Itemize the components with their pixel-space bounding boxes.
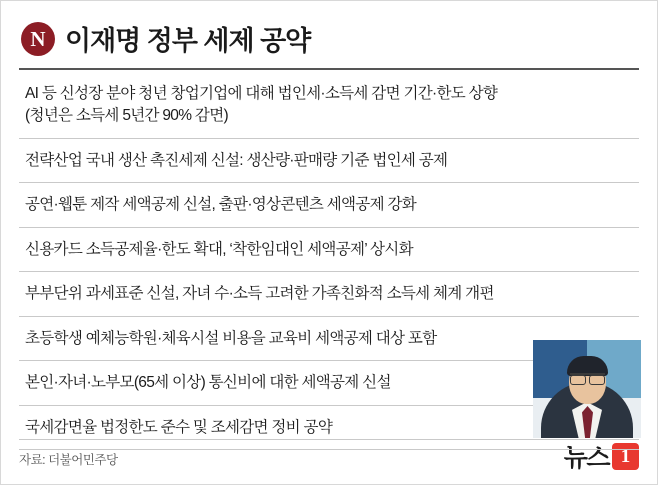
list-item bbox=[19, 68, 639, 138]
list-item bbox=[19, 271, 639, 315]
page-title: 이재명 정부 세제 공약 bbox=[65, 26, 311, 56]
brand-mark-icon: 1 bbox=[612, 443, 639, 470]
list-item-line2: (청년은 소득세 5년간 90% 감면) bbox=[25, 107, 228, 125]
politician-portrait bbox=[533, 340, 641, 438]
list-item-line1: 초등학생 예체능학원·체육시설 비용을 교육비 세액공제 대상 포함 bbox=[25, 329, 437, 347]
list-item bbox=[19, 138, 639, 182]
list-item-line1: 전략산업 국내 생산 촉진세제 신설: 생산량·판매량 기준 법인세 공제 bbox=[25, 151, 448, 169]
list-item-line1: 신용카드 소득공제율·한도 확대, ‘착한임대인 세액공제’ 상시화 bbox=[25, 240, 413, 258]
glasses-icon bbox=[570, 373, 605, 382]
list-item-line1: AI 등 신성장 분야 청년 창업기업에 대해 법인세·소득세 감면 기간·한도 상향 bbox=[25, 85, 498, 102]
list-item bbox=[19, 227, 639, 271]
source-label: 자료: 더불어민주당 bbox=[19, 453, 118, 467]
list-item-line1: 국세감면율 법정한도 준수 및 조세감면 정비 공약 bbox=[25, 418, 333, 436]
news1-logo-icon: N bbox=[21, 22, 55, 56]
list-item-line1: 공연·웹툰 제작 세액공제 신설, 출판·영상콘텐츠 세액공제 강화 bbox=[25, 196, 416, 214]
header bbox=[19, 15, 639, 68]
list-item-line1: 본인·자녀·노부모(65세 이상) 통신비에 대한 세액공제 신설 bbox=[25, 374, 391, 392]
list-item-line1: 부부단위 과세표준 신설, 자녀 수·소득 고려한 가족친화적 소득세 체계 개편 bbox=[25, 285, 494, 303]
brand-text: 뉴스 bbox=[563, 444, 609, 472]
list-item bbox=[19, 182, 639, 226]
